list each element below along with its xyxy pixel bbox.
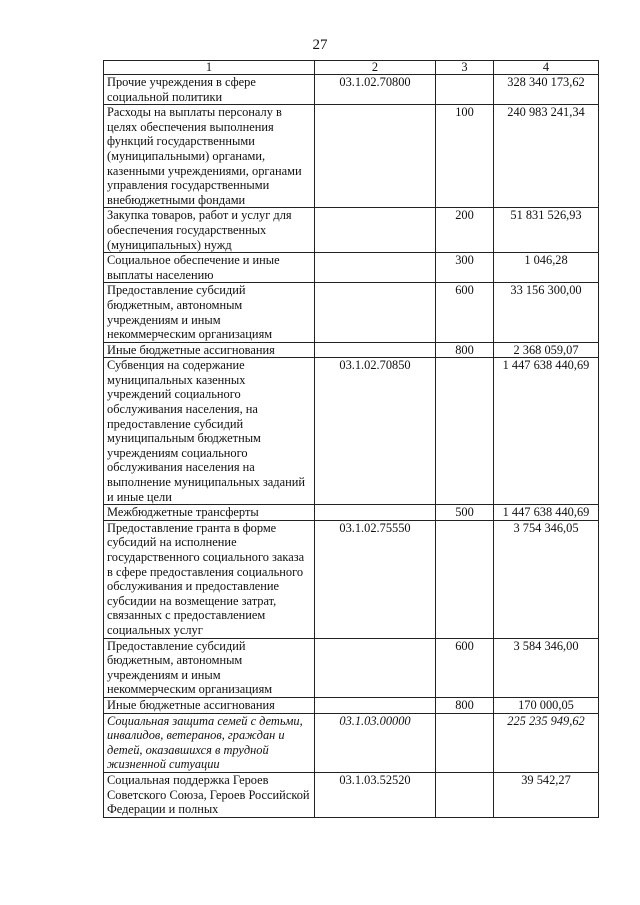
row-type-cell: 800 bbox=[436, 697, 494, 713]
row-amount-cell: 1 447 638 440,69 bbox=[494, 358, 599, 505]
row-code-cell: 03.1.03.00000 bbox=[315, 713, 436, 772]
row-code-cell: 03.1.02.70850 bbox=[315, 358, 436, 505]
row-amount-cell: 51 831 526,93 bbox=[494, 208, 599, 253]
table-row bbox=[104, 358, 599, 505]
row-code-cell bbox=[315, 505, 436, 521]
row-name-cell: Предоставление гранта в форме субсидий на исполнение государственного социального заказа в сфере предоставления социального обслуживания и предоставление субсидии на возмещение затрат, связанных с предоставлением социальных услуг bbox=[104, 520, 315, 638]
row-type-cell: 100 bbox=[436, 105, 494, 208]
table-row bbox=[104, 520, 599, 638]
row-type-cell: 600 bbox=[436, 283, 494, 342]
row-code-cell bbox=[315, 342, 436, 358]
table-row bbox=[104, 342, 599, 358]
row-code-cell bbox=[315, 105, 436, 208]
row-type-cell bbox=[436, 75, 494, 105]
row-type-cell: 800 bbox=[436, 342, 494, 358]
row-type-cell: 300 bbox=[436, 253, 494, 283]
row-name-cell: Межбюджетные трансферты bbox=[104, 505, 315, 521]
budget-table bbox=[103, 60, 599, 818]
row-name-cell: Социальная защита семей с детьми, инвалидов, ветеранов, граждан и детей, оказавшихся в трудной жизненной ситуации bbox=[104, 713, 315, 772]
row-amount-cell: 3 584 346,00 bbox=[494, 638, 599, 697]
row-amount-cell: 3 754 346,05 bbox=[494, 520, 599, 638]
row-name-cell: Иные бюджетные ассигнования bbox=[104, 342, 315, 358]
column-header: 4 bbox=[494, 61, 599, 75]
row-name-cell: Субвенция на содержание муниципальных казенных учреждений социального обслуживания населения, на предоставление субсидий муниципальным бюджетным учреждениям социального обслуживания населения на выполнение муниципальных заданий и иные цели bbox=[104, 358, 315, 505]
row-amount-cell: 328 340 173,62 bbox=[494, 75, 599, 105]
column-header: 3 bbox=[436, 61, 494, 75]
row-type-cell bbox=[436, 713, 494, 772]
table-row bbox=[104, 208, 599, 253]
column-header: 1 bbox=[104, 61, 315, 75]
row-name-cell: Иные бюджетные ассигнования bbox=[104, 697, 315, 713]
row-amount-cell: 2 368 059,07 bbox=[494, 342, 599, 358]
column-header: 2 bbox=[315, 61, 436, 75]
table-row bbox=[104, 505, 599, 521]
row-amount-cell: 39 542,27 bbox=[494, 772, 599, 817]
table-header-row bbox=[104, 61, 599, 75]
row-code-cell bbox=[315, 697, 436, 713]
row-amount-cell: 1 447 638 440,69 bbox=[494, 505, 599, 521]
row-type-cell bbox=[436, 520, 494, 638]
row-amount-cell: 225 235 949,62 bbox=[494, 713, 599, 772]
row-amount-cell: 240 983 241,34 bbox=[494, 105, 599, 208]
row-name-cell: Социальное обеспечение и иные выплаты населению bbox=[104, 253, 315, 283]
table-row bbox=[104, 253, 599, 283]
row-type-cell bbox=[436, 772, 494, 817]
table-row bbox=[104, 638, 599, 697]
table-row bbox=[104, 697, 599, 713]
row-name-cell: Предоставление субсидий бюджетным, автономным учреждениям и иным некоммерческим организациям bbox=[104, 283, 315, 342]
row-code-cell bbox=[315, 253, 436, 283]
row-amount-cell: 1 046,28 bbox=[494, 253, 599, 283]
row-type-cell: 500 bbox=[436, 505, 494, 521]
row-amount-cell: 33 156 300,00 bbox=[494, 283, 599, 342]
row-name-cell: Закупка товаров, работ и услуг для обеспечения государственных (муниципальных) нужд bbox=[104, 208, 315, 253]
row-code-cell bbox=[315, 638, 436, 697]
row-name-cell: Прочие учреждения в сфере социальной политики bbox=[104, 75, 315, 105]
table-row bbox=[104, 75, 599, 105]
row-code-cell bbox=[315, 283, 436, 342]
row-type-cell: 200 bbox=[436, 208, 494, 253]
page-number: 27 bbox=[312, 37, 328, 53]
table-row bbox=[104, 283, 599, 342]
row-name-cell: Социальная поддержка Героев Советского Союза, Героев Российской Федерации и полных bbox=[104, 772, 315, 817]
row-name-cell: Предоставление субсидий бюджетным, автономным учреждениям и иным некоммерческим организациям bbox=[104, 638, 315, 697]
row-code-cell: 03.1.02.70800 bbox=[315, 75, 436, 105]
row-name-cell: Расходы на выплаты персоналу в целях обеспечения выполнения функций государственными (муниципальными) органами, казенными учреждениями, органами управления государственными внебюджетными фондами bbox=[104, 105, 315, 208]
table-row bbox=[104, 772, 599, 817]
row-code-cell bbox=[315, 208, 436, 253]
row-type-cell: 600 bbox=[436, 638, 494, 697]
row-amount-cell: 170 000,05 bbox=[494, 697, 599, 713]
row-code-cell: 03.1.02.75550 bbox=[315, 520, 436, 638]
row-type-cell bbox=[436, 358, 494, 505]
table-row bbox=[104, 713, 599, 772]
row-code-cell: 03.1.03.52520 bbox=[315, 772, 436, 817]
table-row bbox=[104, 105, 599, 208]
